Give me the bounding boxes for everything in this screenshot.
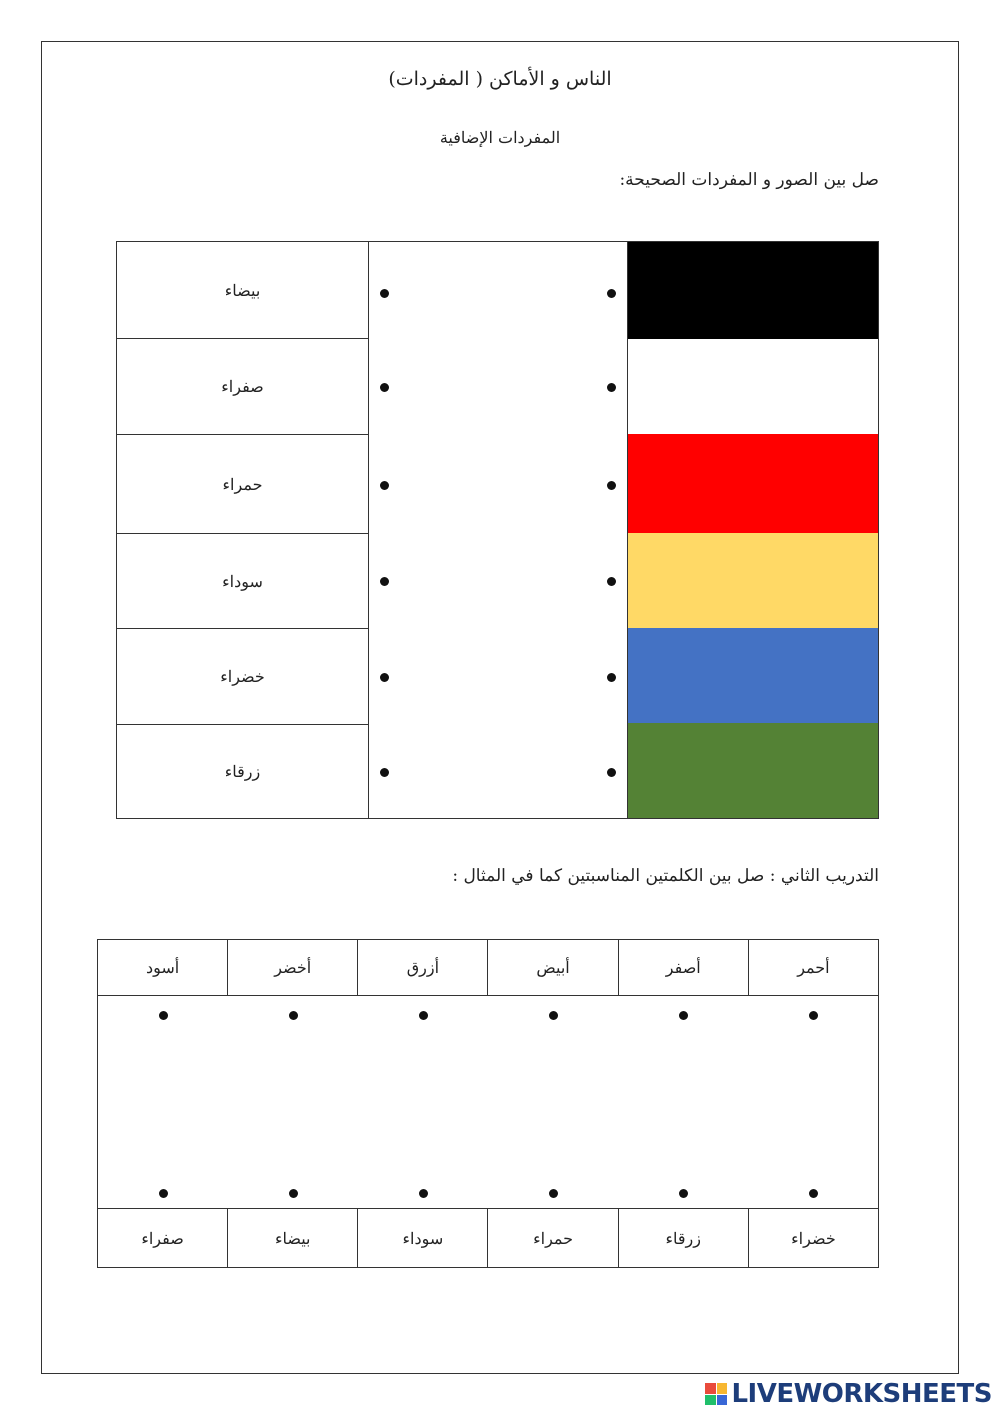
bottom-connect-dot[interactable] — [159, 1189, 168, 1198]
top-connect-dot[interactable] — [289, 1011, 298, 1020]
exercise2-top-word: أزرق — [357, 940, 487, 995]
exercise2-bottom-word: بيضاء — [227, 1209, 357, 1267]
color-connect-dot[interactable] — [607, 673, 616, 682]
word-connect-dot[interactable] — [380, 768, 389, 777]
exercise1-word: بيضاء — [224, 280, 261, 300]
exercise2-bottom-word: صفراء — [141, 1228, 184, 1248]
color-connect-dot[interactable] — [607, 383, 616, 392]
color-connect-dot[interactable] — [607, 289, 616, 298]
top-connect-dot[interactable] — [549, 1011, 558, 1020]
exercise2-top-row — [98, 940, 878, 996]
exercise2-bottom-word: حمراء — [487, 1209, 617, 1267]
exercise2-table — [97, 939, 879, 1268]
exercise2-instruction: التدريب الثاني : صل بين الكلمتين المناسبتين كما في المثال : — [452, 866, 879, 886]
liveworksheets-logo-text: LIVEWORKSHEETS — [731, 1379, 992, 1409]
page-subtitle: المفردات الإضافية — [439, 128, 561, 147]
word-connect-dot[interactable] — [380, 673, 389, 682]
word-connect-dot[interactable] — [380, 481, 389, 490]
bottom-connect-dot[interactable] — [289, 1189, 298, 1198]
color-swatch-white — [628, 339, 878, 434]
color-swatch-red — [628, 434, 878, 533]
exercise2-top-word: أخضر — [227, 940, 357, 995]
exercise1-word: سوداء — [117, 533, 368, 628]
exercise2-bottom-row — [98, 1208, 878, 1267]
word-connect-dot[interactable] — [380, 289, 389, 298]
color-connect-dot[interactable] — [607, 481, 616, 490]
top-connect-dot[interactable] — [809, 1011, 818, 1020]
exercise1-table — [116, 241, 879, 819]
word-connect-dot[interactable] — [380, 383, 389, 392]
color-swatch-yellow — [628, 533, 878, 628]
liveworksheets-logo — [705, 1379, 992, 1409]
bottom-connect-dot[interactable] — [679, 1189, 688, 1198]
top-connect-dot[interactable] — [419, 1011, 428, 1020]
exercise2-bottom-word: زرقاء — [618, 1209, 748, 1267]
color-swatch-blue — [628, 628, 878, 723]
logo-tile — [705, 1395, 716, 1406]
logo-tile — [717, 1395, 728, 1406]
logo-tile — [705, 1383, 716, 1394]
exercise2-bottom-word: خضراء — [748, 1209, 878, 1267]
exercise2-top-word: أصفر — [618, 940, 748, 995]
color-swatch-green — [628, 723, 878, 818]
liveworksheets-logo-icon — [705, 1383, 727, 1405]
top-connect-dot[interactable] — [679, 1011, 688, 1020]
exercise1-word-column — [117, 242, 369, 818]
page-title: الناس و الأماكن ( المفردات) — [388, 68, 612, 90]
exercise2-top-word: أبيض — [487, 940, 617, 995]
bottom-connect-dot[interactable] — [419, 1189, 428, 1198]
exercise2-bottom-word: سوداء — [357, 1209, 487, 1267]
exercise1-color-column — [627, 242, 878, 818]
exercise1-word: خضراء — [117, 628, 368, 724]
bottom-connect-dot[interactable] — [549, 1189, 558, 1198]
bottom-connect-dot[interactable] — [809, 1189, 818, 1198]
exercise2-top-word: أحمر — [748, 940, 878, 995]
color-connect-dot[interactable] — [607, 577, 616, 586]
exercise1-word: حمراء — [117, 434, 368, 533]
color-connect-dot[interactable] — [607, 768, 616, 777]
exercise1-word: صفراء — [117, 338, 368, 434]
exercise1-instruction: صل بين الصور و المفردات الصحيحة: — [619, 170, 879, 190]
color-swatch-black — [628, 242, 878, 339]
logo-tile — [717, 1383, 728, 1394]
exercise1-word: زرقاء — [117, 724, 368, 818]
exercise2-top-word: أسود — [145, 958, 180, 977]
word-connect-dot[interactable] — [380, 577, 389, 586]
top-connect-dot[interactable] — [159, 1011, 168, 1020]
